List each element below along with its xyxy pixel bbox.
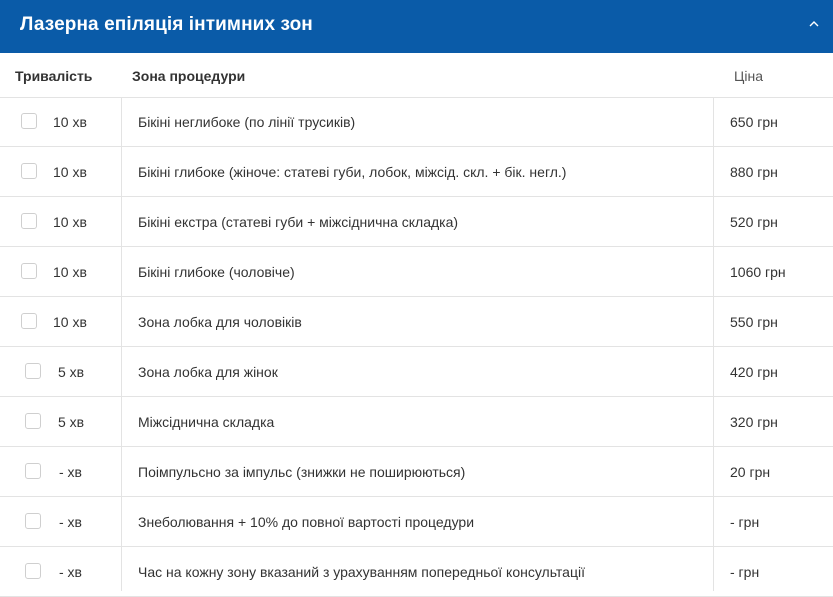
price-table-body <box>0 97 833 597</box>
row-price: - грн <box>730 564 760 580</box>
row-price: 550 грн <box>730 314 778 330</box>
row-price: 650 грн <box>730 114 778 130</box>
row-checkbox[interactable] <box>21 313 37 329</box>
row-duration: 5 хв <box>58 414 85 430</box>
table-row <box>0 347 833 397</box>
row-duration: 5 хв <box>58 364 85 380</box>
table-header <box>0 53 833 98</box>
row-zone: Поімпульсно за імпульс (знижки не поширюються) <box>138 464 466 480</box>
row-checkbox[interactable] <box>21 263 37 279</box>
row-duration: 10 хв <box>53 314 87 330</box>
table-row <box>0 247 833 297</box>
row-zone: Час на кожну зону вказаний з урахуванням попередньої консультації <box>138 564 585 580</box>
table-row <box>0 147 833 197</box>
row-checkbox[interactable] <box>21 163 37 179</box>
row-checkbox[interactable] <box>25 363 41 379</box>
column-header-duration: Тривалість <box>15 68 93 84</box>
table-row <box>0 397 833 447</box>
row-price: 320 грн <box>730 414 778 430</box>
row-checkbox[interactable] <box>25 563 41 579</box>
table-row <box>0 447 833 497</box>
row-zone: Зона лобка для чоловіків <box>138 314 302 330</box>
row-checkbox[interactable] <box>21 213 37 229</box>
row-price: 1060 грн <box>730 264 786 280</box>
row-zone: Бікіні екстра (статеві губи + міжсіднична складка) <box>138 214 459 230</box>
table-row <box>0 547 833 597</box>
section-header[interactable] <box>0 0 833 53</box>
row-zone: Бікіні неглибоке (по лінії трусиків) <box>138 114 356 130</box>
row-duration: 10 хв <box>53 214 87 230</box>
column-header-price: Ціна <box>734 68 763 84</box>
row-zone: Бікіні глибоке (чоловіче) <box>138 264 295 280</box>
row-checkbox[interactable] <box>25 463 41 479</box>
row-duration: 10 хв <box>53 164 87 180</box>
row-duration: - хв <box>59 464 82 480</box>
row-checkbox[interactable] <box>25 413 41 429</box>
row-checkbox[interactable] <box>21 113 37 129</box>
row-zone: Міжсіднична складка <box>138 414 275 430</box>
chevron-up-icon[interactable] <box>807 17 821 31</box>
row-duration: 10 хв <box>53 114 87 130</box>
table-row <box>0 197 833 247</box>
row-zone: Зона лобка для жінок <box>138 364 278 380</box>
table-row <box>0 97 833 147</box>
row-price: 880 грн <box>730 164 778 180</box>
row-price: - грн <box>730 514 760 530</box>
table-row <box>0 297 833 347</box>
row-duration: - хв <box>59 514 82 530</box>
row-duration: - хв <box>59 564 82 580</box>
row-price: 520 грн <box>730 214 778 230</box>
section-title: Лазерна епіляція інтимних зон <box>20 14 313 35</box>
row-price: 420 грн <box>730 364 778 380</box>
row-zone: Знеболювання + 10% до повної вартості процедури <box>138 514 475 530</box>
row-zone: Бікіні глибоке (жіноче: статеві губи, лобок, міжсід. скл. + бік. негл.) <box>138 164 567 180</box>
row-duration: 10 хв <box>53 264 87 280</box>
column-header-zone: Зона процедури <box>132 68 246 84</box>
row-checkbox[interactable] <box>25 513 41 529</box>
table-row <box>0 497 833 547</box>
row-price: 20 грн <box>730 464 771 480</box>
